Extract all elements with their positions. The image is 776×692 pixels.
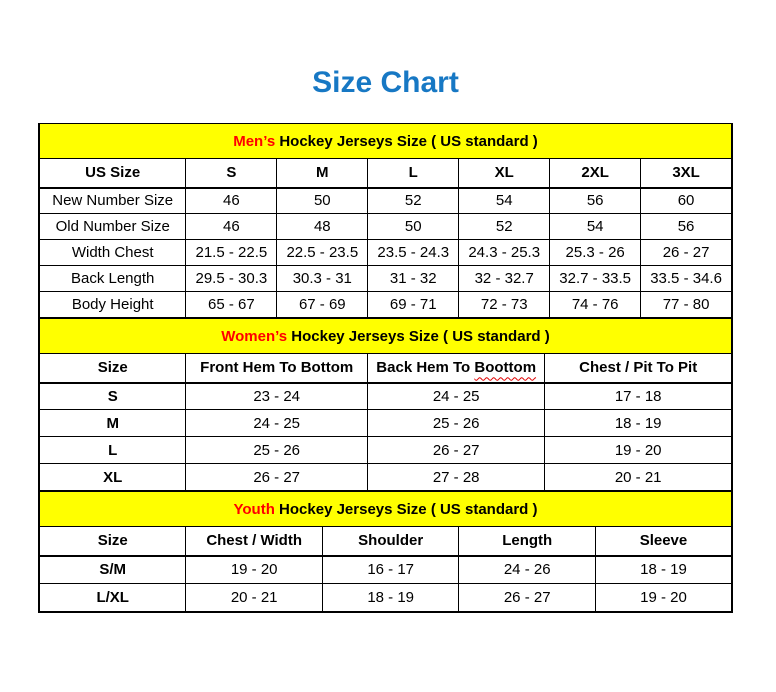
youth-cell: 26 - 27: [459, 584, 596, 612]
mens-cell: 67 - 69: [277, 292, 368, 318]
womens-row-label: S: [39, 383, 186, 410]
womens-row-label: M: [39, 410, 186, 437]
mens-row-label: Body Height: [39, 292, 186, 318]
youth-row-1: [39, 584, 732, 612]
mens-cell: 65 - 67: [186, 292, 277, 318]
womens-cell: 20 - 21: [545, 464, 732, 491]
womens-cell: 18 - 19: [545, 410, 732, 437]
youth-row-label: S/M: [39, 556, 186, 584]
womens-cell: 24 - 25: [367, 383, 544, 410]
mens-column-header-6: 3XL: [641, 159, 732, 188]
womens-cell: 27 - 28: [367, 464, 544, 491]
youth-cell: 18 - 19: [322, 584, 459, 612]
page-title: Size Chart: [312, 66, 459, 99]
youth-cell: 24 - 26: [459, 556, 596, 584]
youth-banner-highlight: Youth: [233, 500, 275, 518]
mens-cell: 30.3 - 31: [277, 266, 368, 292]
mens-cell: 25.3 - 26: [550, 240, 641, 266]
mens-section-banner: Men’s Hockey Jerseys Size ( US standard ): [39, 124, 732, 159]
mens-banner-highlight: Men’s: [233, 132, 276, 150]
youth-cell: 20 - 21: [186, 584, 323, 612]
mens-size-table: [38, 123, 733, 318]
mens-cell: 33.5 - 34.6: [641, 266, 732, 292]
misspelled-word: Boottom: [474, 359, 537, 377]
mens-cell: 46: [186, 214, 277, 240]
youth-cell: 18 - 19: [595, 556, 732, 584]
mens-column-header-3: L: [368, 159, 459, 188]
mens-cell: 48: [277, 214, 368, 240]
mens-cell: 26 - 27: [641, 240, 732, 266]
womens-cell: 23 - 24: [186, 383, 368, 410]
womens-cell: 25 - 26: [367, 410, 544, 437]
youth-section-banner: Youth Hockey Jerseys Size ( US standard ): [39, 492, 732, 527]
mens-cell: 74 - 76: [550, 292, 641, 318]
mens-row-label: New Number Size: [39, 188, 186, 214]
womens-column-header-2: Back Hem To Boottom: [367, 354, 544, 383]
womens-cell: 26 - 27: [186, 464, 368, 491]
womens-column-header-3: Chest / Pit To Pit: [545, 354, 732, 383]
mens-row-1: [39, 214, 732, 240]
mens-column-header-1: S: [186, 159, 277, 188]
mens-cell: 56: [641, 214, 732, 240]
youth-row-0: [39, 556, 732, 584]
youth-row-label: L/XL: [39, 584, 186, 612]
mens-column-header-2: M: [277, 159, 368, 188]
mens-row-label: Old Number Size: [39, 214, 186, 240]
womens-row-2: [39, 437, 732, 464]
mens-cell: 77 - 80: [641, 292, 732, 318]
mens-cell: 52: [459, 214, 550, 240]
mens-cell: 31 - 32: [368, 266, 459, 292]
womens-row-label: L: [39, 437, 186, 464]
womens-column-header-1: Front Hem To Bottom: [186, 354, 368, 383]
mens-cell: 72 - 73: [459, 292, 550, 318]
mens-cell: 32.7 - 33.5: [550, 266, 641, 292]
mens-column-header-5: 2XL: [550, 159, 641, 188]
womens-cell: 19 - 20: [545, 437, 732, 464]
youth-column-header-1: Chest / Width: [186, 527, 323, 556]
mens-column-header-0: US Size: [39, 159, 186, 188]
mens-row-2: [39, 240, 732, 266]
mens-cell: 50: [277, 188, 368, 214]
mens-cell: 50: [368, 214, 459, 240]
mens-row-label: Width Chest: [39, 240, 186, 266]
youth-size-table: [38, 491, 733, 613]
mens-column-header-4: XL: [459, 159, 550, 188]
womens-size-table: [38, 318, 733, 491]
mens-cell: 29.5 - 30.3: [186, 266, 277, 292]
youth-column-header-3: Length: [459, 527, 596, 556]
womens-cell: 26 - 27: [367, 437, 544, 464]
mens-cell: 21.5 - 22.5: [186, 240, 277, 266]
womens-column-header-0: Size: [39, 354, 186, 383]
mens-cell: 22.5 - 23.5: [277, 240, 368, 266]
womens-row-0: [39, 383, 732, 410]
youth-cell: 19 - 20: [595, 584, 732, 612]
mens-row-0: [39, 188, 732, 214]
mens-cell: 46: [186, 188, 277, 214]
womens-cell: 24 - 25: [186, 410, 368, 437]
youth-column-header-0: Size: [39, 527, 186, 556]
mens-cell: 32 - 32.7: [459, 266, 550, 292]
mens-cell: 52: [368, 188, 459, 214]
youth-cell: 19 - 20: [186, 556, 323, 584]
womens-cell: 17 - 18: [545, 383, 732, 410]
youth-column-header-4: Sleeve: [595, 527, 732, 556]
mens-cell: 24.3 - 25.3: [459, 240, 550, 266]
mens-cell: 54: [550, 214, 641, 240]
mens-row-3: [39, 266, 732, 292]
youth-cell: 16 - 17: [322, 556, 459, 584]
womens-banner-highlight: Women’s: [221, 327, 288, 345]
womens-row-1: [39, 410, 732, 437]
mens-row-label: Back Length: [39, 266, 186, 292]
mens-cell: 54: [459, 188, 550, 214]
womens-row-3: [39, 464, 732, 491]
mens-cell: 60: [641, 188, 732, 214]
womens-cell: 25 - 26: [186, 437, 368, 464]
womens-row-label: XL: [39, 464, 186, 491]
womens-section-banner: Women’s Hockey Jerseys Size ( US standard ): [39, 319, 732, 354]
youth-column-header-2: Shoulder: [322, 527, 459, 556]
mens-cell: 56: [550, 188, 641, 214]
mens-cell: 23.5 - 24.3: [368, 240, 459, 266]
mens-cell: 69 - 71: [368, 292, 459, 318]
size-chart-tables: [38, 123, 733, 613]
mens-row-4: [39, 292, 732, 318]
